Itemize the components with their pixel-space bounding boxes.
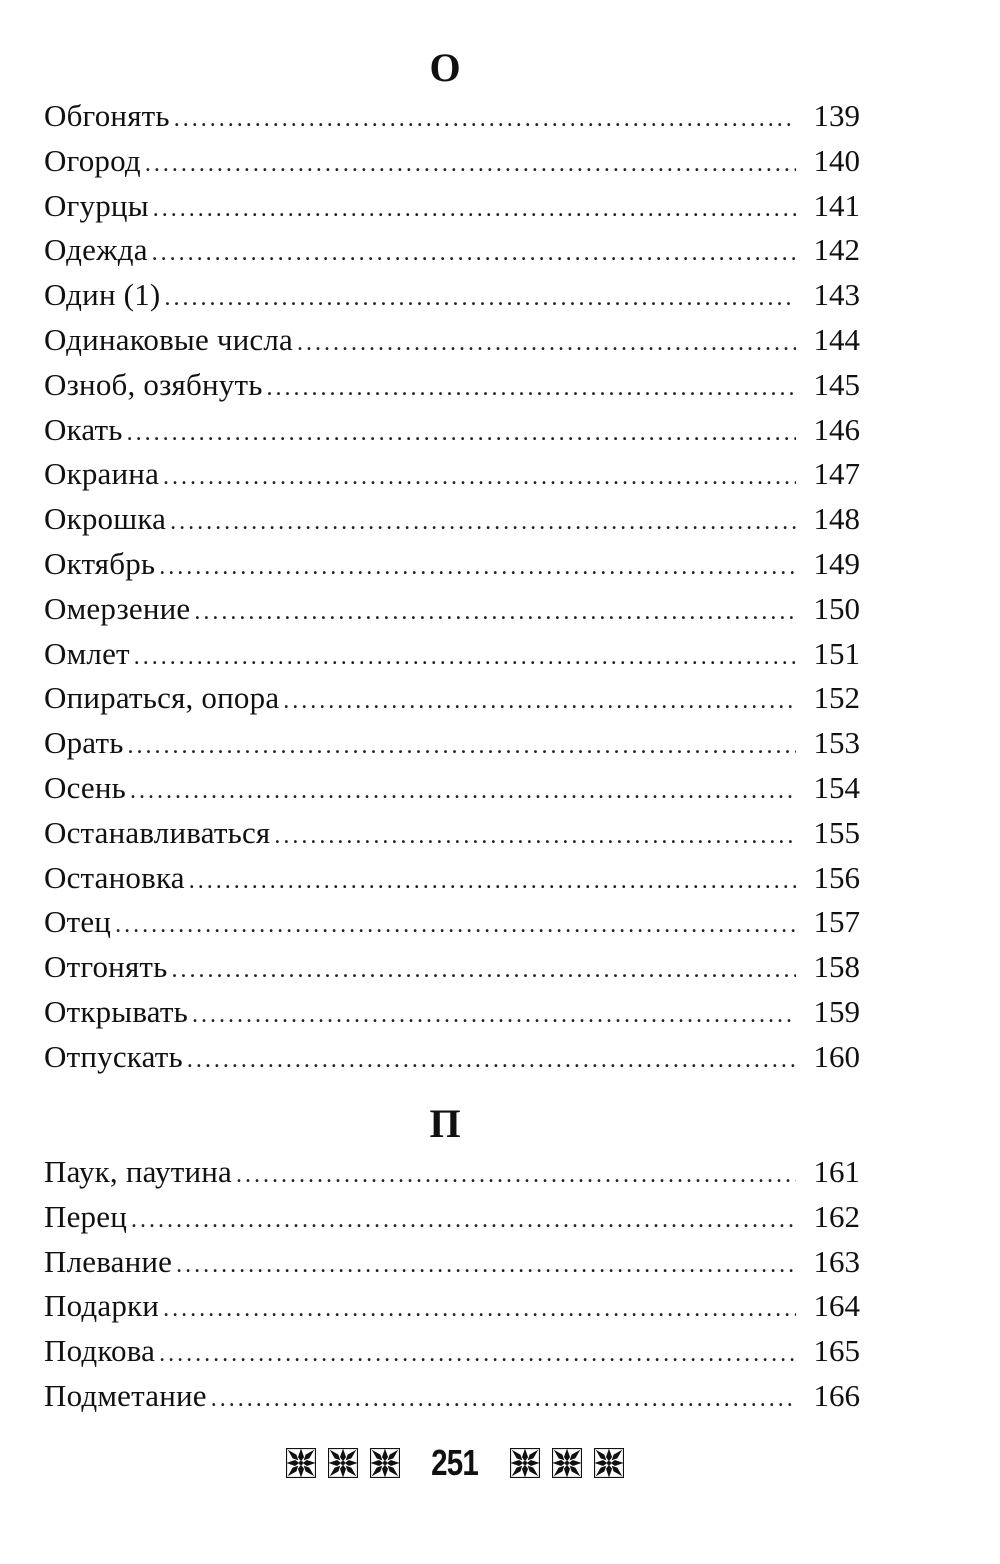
- toc-entry: [44, 228, 860, 273]
- dot-leader: [187, 1038, 796, 1083]
- dot-leader: [211, 1377, 796, 1422]
- entry-term: Останавливаться: [44, 814, 271, 850]
- dot-leader: [176, 1243, 796, 1288]
- ornament-group-right: [510, 1448, 624, 1478]
- toc-entry: [44, 1035, 860, 1080]
- toc-entry: [44, 452, 860, 497]
- toc-entry: [44, 632, 860, 677]
- dot-leader: [236, 1153, 796, 1198]
- entry-page-number: 142: [813, 232, 860, 268]
- entry-page-number: 156: [813, 859, 860, 895]
- dot-leader: [174, 97, 796, 142]
- snowflake-ornament-icon: [370, 1448, 400, 1478]
- dot-leader: [130, 769, 796, 814]
- snowflake-ornament-icon: [552, 1448, 582, 1478]
- entry-page-number: 163: [813, 1243, 860, 1279]
- entry-page-number: 139: [813, 98, 860, 133]
- toc-list-o: [44, 94, 860, 1080]
- toc-entry: [44, 363, 860, 408]
- entry-term: Перец: [44, 1198, 127, 1234]
- section-letter-p: П: [429, 1101, 461, 1146]
- entry-page-number: 145: [813, 366, 860, 402]
- section-letter-o: О: [429, 45, 461, 90]
- dot-leader: [153, 187, 796, 232]
- toc-entry: [44, 1329, 860, 1374]
- entry-term: Одежда: [44, 232, 148, 268]
- entry-page-number: 151: [813, 635, 860, 671]
- entry-page-number: 148: [813, 501, 860, 537]
- entry-term: Окать: [44, 411, 123, 447]
- dot-leader: [189, 859, 796, 904]
- toc-entry: [44, 94, 860, 139]
- entry-term: Подарки: [44, 1288, 160, 1324]
- entry-page-number: 149: [813, 545, 860, 581]
- snowflake-ornament-icon: [594, 1448, 624, 1478]
- entry-page-number: 160: [813, 1038, 860, 1074]
- entry-term: Паук, паутина: [44, 1154, 232, 1189]
- entry-page-number: 162: [813, 1198, 860, 1234]
- page-number: 251: [431, 1442, 479, 1483]
- entry-term: Омлет: [44, 635, 130, 671]
- snowflake-ornament-icon: [510, 1448, 540, 1478]
- dot-leader: [194, 590, 796, 635]
- dot-leader: [159, 545, 796, 590]
- dot-leader: [127, 411, 796, 456]
- entry-term: Огород: [44, 142, 141, 178]
- toc-entry: [44, 497, 860, 542]
- ornament-group-left: [286, 1448, 400, 1478]
- entry-term: Опираться, опора: [44, 680, 280, 716]
- entry-page-number: 155: [813, 814, 860, 850]
- toc-entry: [44, 766, 860, 811]
- toc-entry: [44, 542, 860, 587]
- entry-term: Орать: [44, 725, 124, 761]
- entry-term: Отец: [44, 904, 112, 940]
- entry-term: Озноб, озябнуть: [44, 366, 263, 402]
- dot-leader: [283, 679, 796, 724]
- dot-leader: [163, 455, 796, 500]
- toc-entry: [44, 900, 860, 945]
- entry-term: Один (1): [44, 277, 161, 313]
- toc-entry: [44, 1195, 860, 1240]
- toc-entry: [44, 587, 860, 632]
- entry-page-number: 143: [813, 277, 860, 313]
- entry-term: Огурцы: [44, 187, 149, 223]
- entry-term: Октябрь: [44, 545, 156, 581]
- toc-entry: [44, 1284, 860, 1329]
- entry-page-number: 141: [813, 187, 860, 223]
- entry-page-number: 152: [813, 680, 860, 716]
- toc-entry: [44, 676, 860, 721]
- entry-page-number: 157: [813, 904, 860, 940]
- entry-page-number: 154: [813, 769, 860, 805]
- entry-page-number: 153: [813, 725, 860, 761]
- dot-leader: [274, 814, 796, 859]
- dot-leader: [267, 366, 796, 411]
- entry-term: Обгонять: [44, 98, 170, 133]
- entry-term: Подкова: [44, 1333, 156, 1369]
- entry-page-number: 161: [813, 1154, 860, 1189]
- entry-page-number: 165: [813, 1333, 860, 1369]
- dot-leader: [297, 321, 796, 366]
- entry-term: Окраина: [44, 456, 160, 492]
- dot-leader: [128, 724, 796, 769]
- dot-leader: [159, 1332, 796, 1377]
- toc-entry: [44, 1150, 860, 1195]
- entry-term: Остановка: [44, 859, 185, 895]
- entry-page-number: 140: [813, 142, 860, 178]
- entry-term: Подметание: [44, 1377, 207, 1413]
- toc-entry: [44, 811, 860, 856]
- toc-entry: [44, 408, 860, 453]
- entry-page-number: 159: [813, 993, 860, 1029]
- dot-leader: [145, 142, 796, 187]
- toc-entry: [44, 273, 860, 318]
- dot-leader: [131, 1198, 796, 1243]
- entry-term: Открывать: [44, 993, 188, 1029]
- toc-entry: [44, 139, 860, 184]
- dot-leader: [115, 903, 796, 948]
- entry-page-number: 146: [813, 411, 860, 447]
- toc-entry: [44, 990, 860, 1035]
- toc-entry: [44, 721, 860, 766]
- entry-term: Отгонять: [44, 949, 168, 985]
- dot-leader: [192, 993, 796, 1038]
- dot-leader: [134, 635, 796, 680]
- entry-term: Окрошка: [44, 501, 167, 537]
- toc-entry: [44, 184, 860, 229]
- toc-list-p: [44, 1150, 860, 1419]
- entry-term: Омерзение: [44, 590, 191, 626]
- dot-leader: [164, 276, 796, 321]
- toc-entry: [44, 945, 860, 990]
- snowflake-ornament-icon: [328, 1448, 358, 1478]
- entry-term: Отпускать: [44, 1038, 183, 1074]
- entry-term: Плевание: [44, 1243, 173, 1279]
- toc-entry: [44, 1240, 860, 1285]
- dot-leader: [172, 948, 796, 993]
- dot-leader: [170, 500, 796, 545]
- entry-term: Одинаковые числа: [44, 321, 294, 357]
- dot-leader: [163, 1287, 796, 1332]
- toc-entry: [44, 318, 860, 363]
- entry-page-number: 164: [813, 1288, 860, 1324]
- toc-entry: [44, 856, 860, 901]
- entry-term: Осень: [44, 769, 127, 805]
- entry-page-number: 147: [813, 456, 860, 492]
- page-footer: [0, 1442, 910, 1484]
- snowflake-ornament-icon: [286, 1448, 316, 1478]
- toc-entry: [44, 1374, 860, 1419]
- entry-page-number: 158: [813, 949, 860, 985]
- entry-page-number: 166: [813, 1377, 860, 1413]
- entry-page-number: 144: [813, 321, 860, 357]
- dot-leader: [152, 231, 796, 276]
- entry-page-number: 150: [813, 590, 860, 626]
